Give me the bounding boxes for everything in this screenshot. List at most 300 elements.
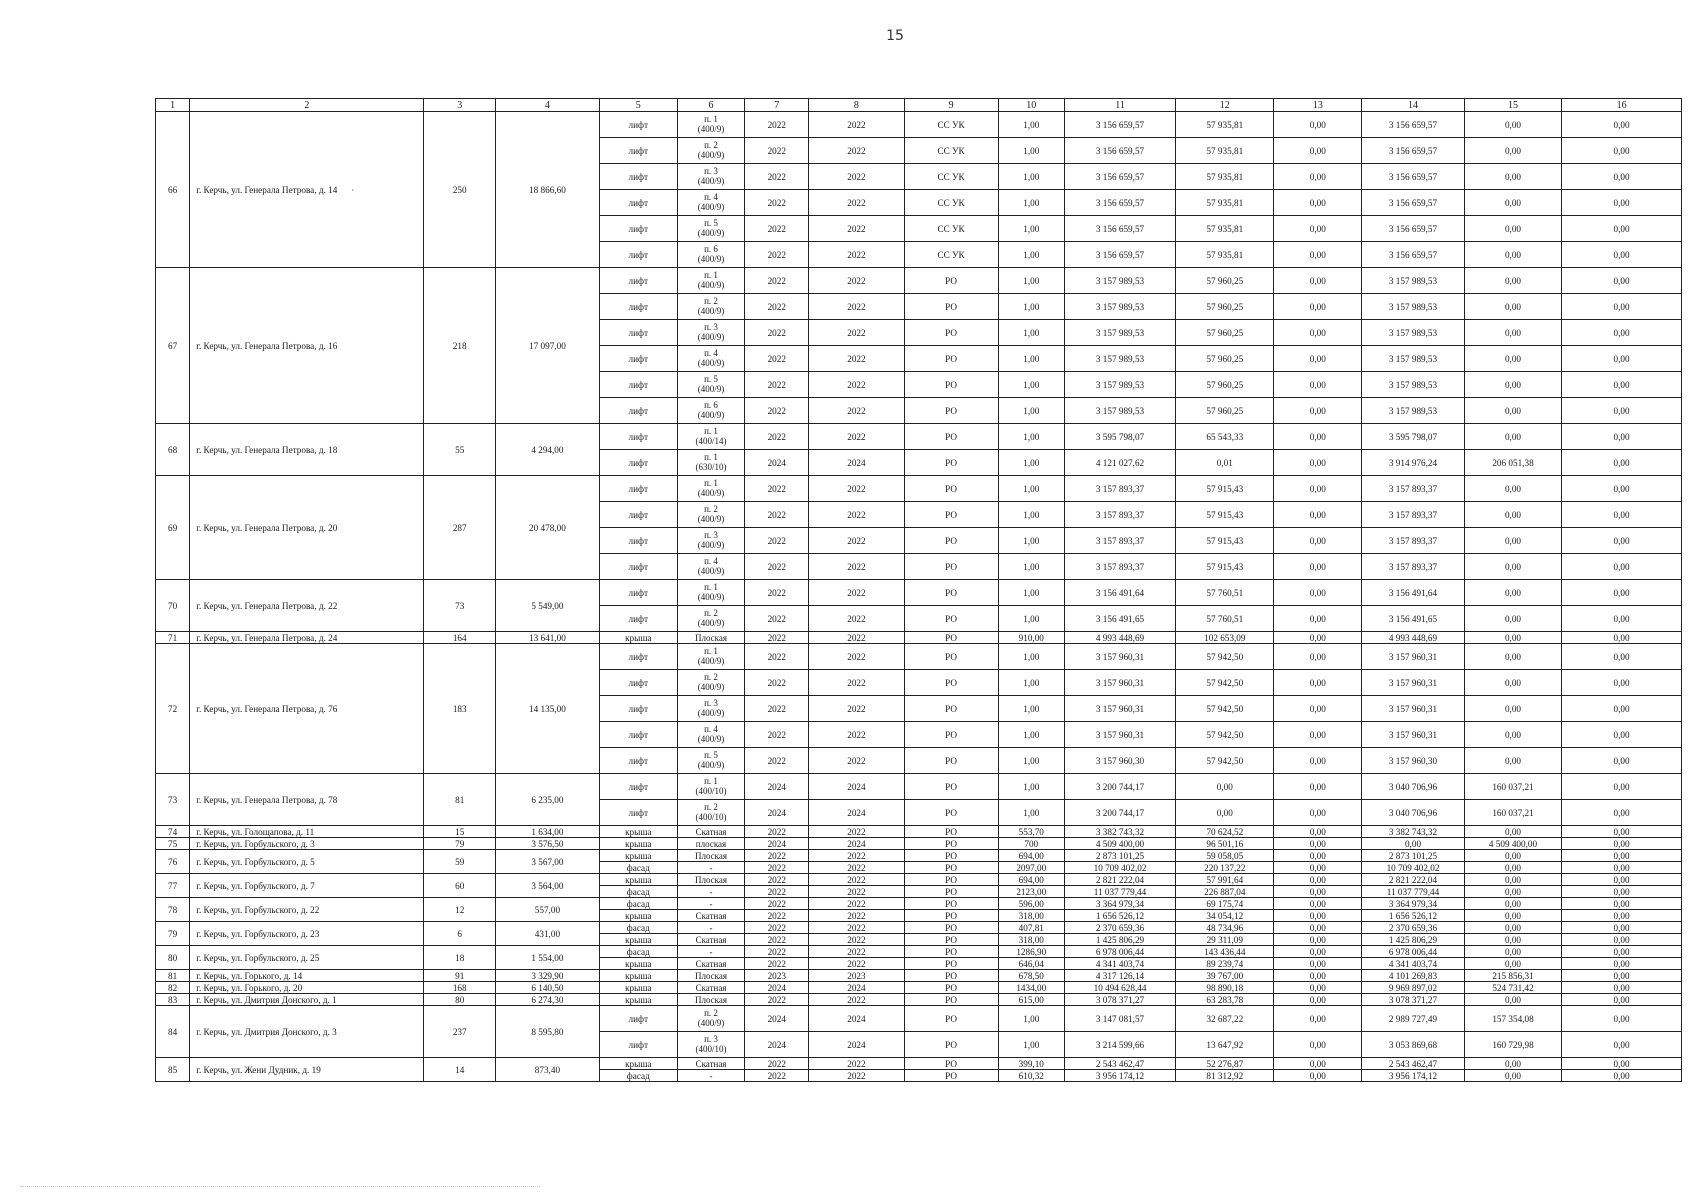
table-row — [156, 838, 1682, 850]
element-ident-cell — [677, 958, 744, 970]
year-start-cell: 2022 — [745, 994, 809, 1006]
col16-cell: 0,00 — [1562, 838, 1682, 850]
col16-cell: 0,00 — [1562, 138, 1682, 164]
element-ident-line: Плоская — [694, 970, 728, 981]
column-header: 2 — [190, 99, 424, 112]
element-ident-cell — [677, 850, 744, 862]
year-start-cell: 2022 — [745, 320, 809, 346]
element-ident-cell — [677, 970, 744, 982]
element-ident-line: п. 6 — [704, 244, 718, 254]
col13-cell: 0,00 — [1274, 1058, 1362, 1070]
funding-source-cell: РО — [904, 294, 998, 320]
col13-cell: 0,00 — [1274, 970, 1362, 982]
col15-cell: 0,00 — [1464, 946, 1561, 958]
element-ident-cell — [677, 346, 744, 372]
element-ident-line: (400/9) — [697, 759, 725, 770]
column-header: 6 — [677, 99, 744, 112]
col4-cell: 1 554,00 — [496, 946, 600, 970]
col12-cell: 220 137,22 — [1176, 862, 1274, 874]
row-number-cell: 80 — [156, 946, 190, 970]
year-end-cell: 2024 — [809, 1006, 904, 1032]
col13-cell: 0,00 — [1274, 946, 1362, 958]
funding-source-cell: РО — [904, 450, 998, 476]
year-end-cell: 2022 — [809, 476, 904, 502]
quantity-cell: 407,81 — [998, 922, 1064, 934]
col3-cell: 287 — [424, 476, 496, 580]
col14-cell: 10 709 402,02 — [1362, 862, 1465, 874]
funding-source-cell: РО — [904, 910, 998, 922]
col15-cell: 0,00 — [1464, 554, 1561, 580]
year-end-cell: 2022 — [809, 862, 904, 874]
total-cost-cell: 2 873 101,25 — [1064, 850, 1175, 862]
year-end-cell: 2022 — [809, 320, 904, 346]
col13-cell: 0,00 — [1274, 580, 1362, 606]
year-end-cell: 2022 — [809, 138, 904, 164]
col14-cell: 6 978 006,44 — [1362, 946, 1465, 958]
address-cell — [190, 826, 424, 838]
element-ident-line: п. 2 — [704, 1008, 718, 1018]
total-cost-cell: 3 157 960,30 — [1064, 748, 1175, 774]
col16-cell: 0,00 — [1562, 554, 1682, 580]
col16-cell: 0,00 — [1562, 958, 1682, 970]
address-text: г. Керчь, ул. Дмитрия Донского, д. 3 — [196, 1026, 337, 1037]
col15-cell: 0,00 — [1464, 826, 1561, 838]
element-ident-line: (630/10) — [695, 461, 727, 472]
col16-cell: 0,00 — [1562, 722, 1682, 748]
column-header: 1 — [156, 99, 190, 112]
col14-cell: 3 157 989,53 — [1362, 346, 1465, 372]
year-start-cell: 2022 — [745, 632, 809, 644]
col14-cell: 3 595 798,07 — [1362, 424, 1465, 450]
element-ident-line: п. 3 — [704, 1034, 718, 1044]
quantity-cell: 1,00 — [998, 748, 1064, 774]
table-row — [156, 898, 1682, 910]
work-type-cell: лифт — [599, 242, 677, 268]
col14-cell: 3 914 976,24 — [1362, 450, 1465, 476]
element-ident-cell — [677, 528, 744, 554]
col12-cell: 57 942,50 — [1176, 670, 1274, 696]
element-ident-cell — [677, 696, 744, 722]
year-start-cell: 2022 — [745, 164, 809, 190]
year-end-cell: 2022 — [809, 398, 904, 424]
element-ident-cell — [677, 112, 744, 138]
work-type-cell: крыша — [599, 982, 677, 994]
element-ident-line: (400/9) — [697, 227, 725, 238]
col12-cell: 57 960,25 — [1176, 398, 1274, 424]
year-start-cell: 2022 — [745, 874, 809, 886]
col3-cell: 6 — [424, 922, 496, 946]
col4-cell: 873,40 — [496, 1058, 600, 1082]
element-ident-line: Скатная — [695, 958, 727, 969]
total-cost-cell: 3 147 081,57 — [1064, 1006, 1175, 1032]
col13-cell: 0,00 — [1274, 862, 1362, 874]
year-start-cell: 2023 — [745, 970, 809, 982]
address-text: г. Керчь, ул. Генерала Петрова, д. 78 — [196, 794, 338, 805]
col16-cell: 0,00 — [1562, 294, 1682, 320]
col13-cell: 0,00 — [1274, 826, 1362, 838]
col14-cell: 3 157 989,53 — [1362, 398, 1465, 424]
row-number-cell: 82 — [156, 982, 190, 994]
total-cost-cell: 3 156 659,57 — [1064, 112, 1175, 138]
quantity-cell: 1,00 — [998, 242, 1064, 268]
col15-cell: 0,00 — [1464, 580, 1561, 606]
element-ident-line: п. 6 — [704, 400, 718, 410]
quantity-cell: 678,50 — [998, 970, 1064, 982]
year-start-cell: 2022 — [745, 294, 809, 320]
work-type-cell: лифт — [599, 320, 677, 346]
total-cost-cell: 3 157 960,31 — [1064, 670, 1175, 696]
col4-cell: 1 634,00 — [496, 826, 600, 838]
address-text: г. Керчь, ул. Горбульского, д. 3 — [196, 838, 315, 849]
year-end-cell: 2022 — [809, 1058, 904, 1070]
element-ident-cell — [677, 838, 744, 850]
year-start-cell: 2024 — [745, 800, 809, 826]
col16-cell: 0,00 — [1562, 450, 1682, 476]
year-start-cell: 2022 — [745, 826, 809, 838]
quantity-cell: 2097,00 — [998, 862, 1064, 874]
year-start-cell: 2022 — [745, 862, 809, 874]
col3-cell: 183 — [424, 644, 496, 774]
funding-source-cell: СС УК — [904, 190, 998, 216]
funding-source-cell: РО — [904, 748, 998, 774]
work-type-cell: крыша — [599, 850, 677, 862]
col4-cell: 431,00 — [496, 922, 600, 946]
element-ident-line: (400/10) — [695, 1043, 727, 1054]
table-row — [156, 826, 1682, 838]
col16-cell: 0,00 — [1562, 164, 1682, 190]
quantity-cell: 318,00 — [998, 910, 1064, 922]
col16-cell: 0,00 — [1562, 898, 1682, 910]
col14-cell: 3 157 960,31 — [1362, 670, 1465, 696]
work-type-cell: лифт — [599, 138, 677, 164]
col16-cell: 0,00 — [1562, 1058, 1682, 1070]
address-cell — [190, 1058, 424, 1082]
col13-cell: 0,00 — [1274, 644, 1362, 670]
col12-cell: 57 935,81 — [1176, 138, 1274, 164]
col15-cell: 0,00 — [1464, 874, 1561, 886]
col13-cell: 0,00 — [1274, 922, 1362, 934]
col12-cell: 143 436,44 — [1176, 946, 1274, 958]
year-start-cell: 2022 — [745, 502, 809, 528]
quantity-cell: 1,00 — [998, 424, 1064, 450]
col15-cell: 0,00 — [1464, 922, 1561, 934]
col4-cell: 13 641,00 — [496, 632, 600, 644]
year-start-cell: 2022 — [745, 216, 809, 242]
col3-cell: 81 — [424, 774, 496, 826]
year-start-cell: 2024 — [745, 1006, 809, 1032]
element-ident-line: (400/9) — [697, 409, 725, 420]
work-type-cell: фасад — [599, 898, 677, 910]
row-number-cell: 67 — [156, 268, 190, 424]
row-number-cell: 81 — [156, 970, 190, 982]
col12-cell: 57 935,81 — [1176, 164, 1274, 190]
col13-cell: 0,00 — [1274, 1006, 1362, 1032]
year-start-cell: 2022 — [745, 138, 809, 164]
col13-cell: 0,00 — [1274, 476, 1362, 502]
col13-cell: 0,00 — [1274, 874, 1362, 886]
col13-cell: 0,00 — [1274, 502, 1362, 528]
address-text: г. Керчь, ул. Горького, д. 14 — [196, 970, 303, 981]
funding-source-cell: РО — [904, 958, 998, 970]
year-end-cell: 2022 — [809, 606, 904, 632]
table-row — [156, 268, 1682, 294]
col12-cell: 226 887,04 — [1176, 886, 1274, 898]
quantity-cell: 2123,00 — [998, 886, 1064, 898]
address-text: г. Керчь, ул. Генерала Петрова, д. 24 — [196, 632, 338, 643]
col14-cell: 3 156 491,65 — [1362, 606, 1465, 632]
work-type-cell: лифт — [599, 216, 677, 242]
element-ident-line: п. 4 — [704, 724, 718, 734]
col14-cell: 3 157 893,37 — [1362, 502, 1465, 528]
funding-source-cell: РО — [904, 502, 998, 528]
element-ident-line: п. 5 — [704, 218, 718, 228]
col15-cell: 0,00 — [1464, 748, 1561, 774]
col4-cell: 6 140,50 — [496, 982, 600, 994]
quantity-cell: 1,00 — [998, 294, 1064, 320]
total-cost-cell: 4 317 126,14 — [1064, 970, 1175, 982]
year-start-cell: 2022 — [745, 722, 809, 748]
work-type-cell: лифт — [599, 606, 677, 632]
element-ident-cell — [677, 910, 744, 922]
address-text: г. Керчь, ул. Генерала Петрова, д. 14 — [196, 184, 338, 195]
total-cost-cell: 4 509 400,00 — [1064, 838, 1175, 850]
work-type-cell: лифт — [599, 1032, 677, 1058]
element-ident-line: Скатная — [695, 982, 727, 993]
table-row — [156, 476, 1682, 502]
element-ident-line: (400/10) — [695, 785, 727, 796]
element-ident-line: п. 1 — [704, 582, 718, 592]
element-ident-line: (400/9) — [697, 1017, 725, 1028]
quantity-cell: 1,00 — [998, 476, 1064, 502]
col16-cell: 0,00 — [1562, 268, 1682, 294]
element-ident-line: Скатная — [695, 910, 727, 921]
col15-cell: 0,00 — [1464, 994, 1561, 1006]
funding-source-cell: РО — [904, 1070, 998, 1082]
column-header: 11 — [1064, 99, 1175, 112]
year-start-cell: 2022 — [745, 398, 809, 424]
work-type-cell: лифт — [599, 748, 677, 774]
work-type-cell: крыша — [599, 958, 677, 970]
element-ident-cell — [677, 1058, 744, 1070]
element-ident-line: (400/9) — [697, 383, 725, 394]
funding-source-cell: РО — [904, 800, 998, 826]
col16-cell: 0,00 — [1562, 580, 1682, 606]
funding-source-cell: РО — [904, 886, 998, 898]
col12-cell: 57 935,81 — [1176, 216, 1274, 242]
element-ident-line: п. 4 — [704, 192, 718, 202]
row-number-cell: 68 — [156, 424, 190, 476]
col3-cell: 73 — [424, 580, 496, 632]
col15-cell: 0,00 — [1464, 1058, 1561, 1070]
col14-cell: 3 157 893,37 — [1362, 554, 1465, 580]
quantity-cell: 1,00 — [998, 644, 1064, 670]
row-number-cell: 69 — [156, 476, 190, 580]
col13-cell: 0,00 — [1274, 994, 1362, 1006]
col14-cell: 3 157 960,31 — [1362, 644, 1465, 670]
work-type-cell: лифт — [599, 670, 677, 696]
col16-cell: 0,00 — [1562, 424, 1682, 450]
element-ident-line: п. 3 — [704, 322, 718, 332]
col15-cell: 0,00 — [1464, 1070, 1561, 1082]
col15-cell: 4 509 400,00 — [1464, 838, 1561, 850]
element-ident-cell — [677, 826, 744, 838]
element-ident-cell — [677, 294, 744, 320]
col14-cell: 2 370 659,36 — [1362, 922, 1465, 934]
year-end-cell: 2022 — [809, 826, 904, 838]
element-ident-cell — [677, 138, 744, 164]
year-end-cell: 2022 — [809, 874, 904, 886]
year-end-cell: 2022 — [809, 886, 904, 898]
col13-cell: 0,00 — [1274, 850, 1362, 862]
total-cost-cell: 1 656 526,12 — [1064, 910, 1175, 922]
total-cost-cell: 3 156 659,57 — [1064, 242, 1175, 268]
element-ident-line: п. 2 — [704, 672, 718, 682]
table-row — [156, 632, 1682, 644]
col12-cell: 52 276,87 — [1176, 1058, 1274, 1070]
work-type-cell: лифт — [599, 502, 677, 528]
funding-source-cell: РО — [904, 580, 998, 606]
col14-cell: 3 053 869,68 — [1362, 1032, 1465, 1058]
total-cost-cell: 3 157 989,53 — [1064, 372, 1175, 398]
column-header: 16 — [1562, 99, 1682, 112]
work-type-cell: лифт — [599, 554, 677, 580]
element-ident-cell — [677, 450, 744, 476]
col16-cell: 0,00 — [1562, 748, 1682, 774]
col12-cell: 0,00 — [1176, 800, 1274, 826]
element-ident-line: п. 5 — [704, 750, 718, 760]
col12-cell: 96 501,16 — [1176, 838, 1274, 850]
element-ident-cell — [677, 644, 744, 670]
total-cost-cell: 3 157 960,31 — [1064, 644, 1175, 670]
col15-cell: 0,00 — [1464, 606, 1561, 632]
col15-cell: 0,00 — [1464, 346, 1561, 372]
year-end-cell: 2022 — [809, 190, 904, 216]
col16-cell: 0,00 — [1562, 862, 1682, 874]
element-ident-line: п. 2 — [704, 296, 718, 306]
element-ident-cell — [677, 1070, 744, 1082]
year-end-cell: 2024 — [809, 450, 904, 476]
quantity-cell: 1,00 — [998, 722, 1064, 748]
total-cost-cell: 3 157 989,53 — [1064, 294, 1175, 320]
total-cost-cell: 3 157 989,53 — [1064, 320, 1175, 346]
col3-cell: 18 — [424, 946, 496, 970]
quantity-cell: 318,00 — [998, 934, 1064, 946]
total-cost-cell: 3 157 960,31 — [1064, 696, 1175, 722]
element-ident-line: Скатная — [695, 1058, 727, 1069]
year-start-cell: 2022 — [745, 346, 809, 372]
year-start-cell: 2022 — [745, 958, 809, 970]
total-cost-cell: 2 543 462,47 — [1064, 1058, 1175, 1070]
address-text: г. Керчь, ул. Горбульского, д. 5 — [196, 856, 315, 867]
work-type-cell: лифт — [599, 528, 677, 554]
work-type-cell: лифт — [599, 294, 677, 320]
col13-cell: 0,00 — [1274, 294, 1362, 320]
total-cost-cell: 3 156 659,57 — [1064, 164, 1175, 190]
year-start-cell: 2022 — [745, 670, 809, 696]
address-cell — [190, 838, 424, 850]
funding-source-cell: СС УК — [904, 242, 998, 268]
element-ident-cell — [677, 934, 744, 946]
col12-cell: 57 942,50 — [1176, 644, 1274, 670]
quantity-cell: 1,00 — [998, 606, 1064, 632]
element-ident-cell — [677, 320, 744, 346]
work-type-cell: крыша — [599, 826, 677, 838]
row-number-cell: 66 — [156, 112, 190, 268]
year-start-cell: 2022 — [745, 898, 809, 910]
col13-cell: 0,00 — [1274, 722, 1362, 748]
col15-cell: 0,00 — [1464, 910, 1561, 922]
element-ident-line: п. 3 — [704, 166, 718, 176]
total-cost-cell: 6 978 006,44 — [1064, 946, 1175, 958]
col12-cell: 102 653,09 — [1176, 632, 1274, 644]
funding-source-cell: РО — [904, 1006, 998, 1032]
col4-cell: 4 294,00 — [496, 424, 600, 476]
quantity-cell: 1,00 — [998, 554, 1064, 580]
funding-source-cell: РО — [904, 398, 998, 424]
col15-cell: 0,00 — [1464, 722, 1561, 748]
total-cost-cell: 3 956 174,12 — [1064, 1070, 1175, 1082]
col14-cell: 3 157 989,53 — [1362, 268, 1465, 294]
col13-cell: 0,00 — [1274, 216, 1362, 242]
col16-cell: 0,00 — [1562, 696, 1682, 722]
column-header: 10 — [998, 99, 1064, 112]
col14-cell: 3 156 659,57 — [1362, 190, 1465, 216]
address-cell — [190, 774, 424, 826]
element-ident-cell — [677, 580, 744, 606]
col12-cell: 57 915,43 — [1176, 476, 1274, 502]
year-end-cell: 2024 — [809, 1032, 904, 1058]
work-type-cell: крыша — [599, 994, 677, 1006]
col16-cell: 0,00 — [1562, 190, 1682, 216]
col12-cell: 59 058,05 — [1176, 850, 1274, 862]
col12-cell: 57 915,43 — [1176, 554, 1274, 580]
quantity-cell: 1,00 — [998, 216, 1064, 242]
total-cost-cell: 3 157 893,37 — [1064, 528, 1175, 554]
year-start-cell: 2022 — [745, 476, 809, 502]
funding-source-cell: СС УК — [904, 164, 998, 190]
column-header: 5 — [599, 99, 677, 112]
address-cell — [190, 476, 424, 580]
col16-cell: 0,00 — [1562, 112, 1682, 138]
scan-artifact-line — [20, 1186, 540, 1187]
work-type-cell: крыша — [599, 874, 677, 886]
work-type-cell: лифт — [599, 800, 677, 826]
element-ident-line: п. 1 — [704, 270, 718, 280]
row-number-cell: 83 — [156, 994, 190, 1006]
year-end-cell: 2022 — [809, 994, 904, 1006]
col15-cell: 0,00 — [1464, 424, 1561, 450]
col13-cell: 0,00 — [1274, 242, 1362, 268]
total-cost-cell: 1 425 806,29 — [1064, 934, 1175, 946]
col14-cell: 3 157 960,31 — [1362, 722, 1465, 748]
col12-cell: 57 915,43 — [1176, 528, 1274, 554]
col13-cell: 0,00 — [1274, 528, 1362, 554]
col15-cell: 0,00 — [1464, 164, 1561, 190]
funding-source-cell: СС УК — [904, 138, 998, 164]
address-text: г. Керчь, ул. Генерала Петрова, д. 20 — [196, 522, 338, 533]
col12-cell: 57 960,25 — [1176, 372, 1274, 398]
quantity-cell: 1,00 — [998, 112, 1064, 138]
col4-cell: 6 235,00 — [496, 774, 600, 826]
element-ident-line: (400/9) — [697, 539, 725, 550]
element-ident-cell — [677, 606, 744, 632]
col16-cell: 0,00 — [1562, 644, 1682, 670]
funding-source-cell: РО — [904, 722, 998, 748]
col16-cell: 0,00 — [1562, 346, 1682, 372]
col13-cell: 0,00 — [1274, 268, 1362, 294]
element-ident-line: (400/9) — [697, 279, 725, 290]
element-ident-cell — [677, 800, 744, 826]
